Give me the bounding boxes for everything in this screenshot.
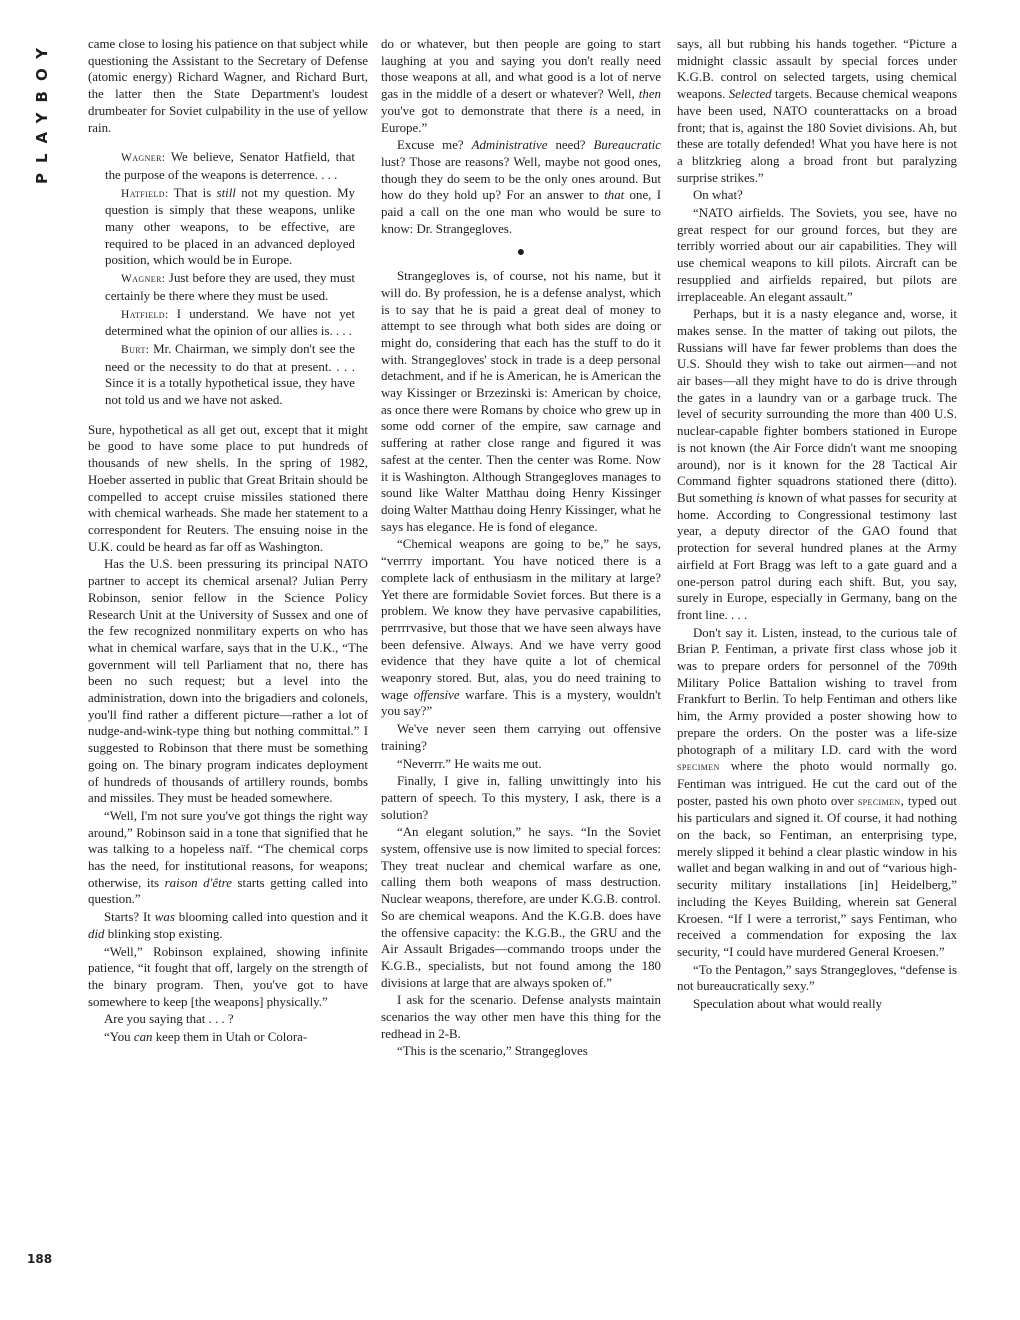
paragraph: Excuse me? Administrative need? Bureaucratic lust? Those are reasons? Well, maybe not good ones, though they do seem to be the only ones around. But how do they hold up? For an answer to that one, I paid a call on the one man who would be sure to know: Dr. Strangegloves. — [381, 138, 661, 236]
paragraph: Starts? It was blooming called into question and it did blinking stop existing. — [88, 910, 368, 941]
testimony-text: I understand. We have not yet determined what the opinion of our allies is. . . . — [105, 306, 355, 339]
emphasis: raison d'être — [164, 875, 232, 890]
testimony-text: We believe, Senator Hatfield, that the purpose of the weapons is deterrence. . . . — [105, 150, 355, 182]
paragraph: On what? — [693, 188, 743, 203]
emphasis: then — [638, 87, 661, 102]
testimony-text: not my question. My question is simply that these weapons, unlike many other weapons, to be effective, are required to be placed in an advanced deployed position, which would be in Europe. — [105, 185, 355, 268]
testimony-line — [105, 149, 355, 183]
paragraph: Has the U.S. been pressuring its principal NATO partner to accept its chemical arsenal? Julian Perry Robinson, senior fellow in the Science Policy Research Unit at the University of Sussex and one of the few recognized nonmilitary experts on who has what in chemical warfare, says that in the U.K., “The government will tell Parliament that no, there has been no such request; but a level into the administration, down into the brigadiers and colonels, you'll find rather a different picture—rather a lot of nudge-and-wink-type thing but nothing committal.” I suggested to Robinson that there must be something going on. The binary program indicates deployment of hundreds of thousands of artillery rounds, bombs and missiles. They must be headed somewhere. — [88, 557, 368, 806]
emphasis: can — [133, 1030, 153, 1045]
article-column-1 — [88, 36, 368, 1284]
paragraph: “Neverrr.” He waits me out. — [397, 756, 542, 771]
emphasis: is — [756, 490, 765, 505]
emphasis: did — [88, 926, 105, 941]
article-column-2 — [381, 36, 661, 1284]
paragraph: Sure, hypothetical as all get out, except that it might be good to have some place to put hundreds of thousands of new shells. In the spring of 1982, Hoeber asserted in public that Great Britain should be compelled to accept cruise missiles stationed there with chemical warheads. She made her statement to a correspondent for Reuters. The ensuing noise in the U.K. could be heard as far off as Washington. — [88, 422, 368, 554]
emphasis: Selected — [728, 87, 772, 102]
article-column-3 — [677, 36, 957, 1284]
testimony-line — [105, 270, 355, 304]
speaker-name: Burt: — [121, 343, 150, 356]
testimony-text: Just before they are used, they must certainly be there where they must be used. — [105, 271, 355, 303]
paragraph: “You can keep them in Utah or Colora- — [104, 1030, 308, 1045]
paragraph: “NATO airfields. The Soviets, you see, have no great respect for our ground forces, but they are terribly worried about our air capabilities. They will use chemical weapons to kill pilots. Aircraft can be resupplied and airfields repaired, but pilots are irreplaceable. An elegant assault.” — [677, 206, 957, 304]
paragraph: came close to losing his patience on that subject while questioning the Assistant to the Secretary of Defense (atomic energy) Richard Wagner, and Richard Burt, the latter then the State Department's loudest drumbeater for Soviet culpability in the use of yellow rain. — [88, 37, 368, 135]
speaker-name: Hatfield: — [121, 308, 169, 321]
page-number: 188 — [27, 1252, 53, 1266]
paragraph: “To the Pentagon,” says Strangegloves, “defense is not bureaucratically sexy.” — [677, 962, 957, 994]
speaker-name: Wagner: — [121, 152, 166, 165]
emphasis: Administrative — [471, 138, 548, 153]
emphasis: that — [604, 188, 625, 203]
emphasis: still — [216, 185, 236, 200]
small-caps-word: specimen — [677, 761, 720, 774]
paragraph: “Chemical weapons are going to be,” he says, “verrrry important. You have noticed there is a complete lack of enthusiasm in the military at large? Yet there are formidable Soviet forces. But there is a problem. We know they have pervasive capabilities, perrrrvasive, but those that we have seen always have been defensive. Always. And we have verry good evidence that they have quite a lot of chemical weaponry stored. But, alas, you do need training to wage offensive warfare. This is a mystery, wouldn't you say?” — [381, 537, 661, 719]
small-caps-word: specimen — [857, 795, 901, 808]
magazine-title: PLAYBOY — [33, 37, 51, 185]
paragraph: Speculation about what would really — [693, 997, 883, 1012]
paragraph: We've never seen them carrying out offensive training? — [381, 722, 661, 753]
paragraph: says, all but rubbing his hands together. “Picture a midnight classic assault by special forces under K.G.B. control on selected targets, using chemical weapons. Selected targets. Because chemical weapons have been used, NATO counterattacks on a broad front; that is, against the 180 Soviet divisions. Ah, but these are totally defended! What you have here is not a blitzkrieg along a broad front but paralyzing surprise strikes.” — [677, 37, 957, 185]
testimony-line — [105, 185, 355, 270]
paragraph: Are you saying that . . . ? — [104, 1012, 234, 1027]
paragraph: I ask for the scenario. Defense analysts maintain scenarios the way other men have this thing for the redhead in 2-B. — [381, 993, 661, 1041]
emphasis: was — [154, 910, 175, 925]
paragraph: do or whatever, but then people are going to start laughing at you and saying you don't really need those weapons at all, and what good is a lot of nerve gas in the middle of a desert or whatever? Well, then you've got to demonstrate that there is a need, in Europe.” — [381, 37, 661, 135]
paragraph: “An elegant solution,” he says. “In the Soviet system, offensive use is now limited to special forces: They treat nuclear and chemical warfare as one, calling them both weapons of mass destruction. Nuclear weapons, therefore, are under K.G.B. control. So are chemical weapons. And the K.G.B. does have the offensive capacity: the K.G.B., the GRU and the Air Assault Brigades—commando troops under the K.G.B., specialists, but not found among the 180 divisions at large that are always spoken of.” — [381, 825, 661, 990]
paragraph: “This is the scenario,” Strangegloves — [397, 1044, 588, 1059]
emphasis: offensive — [413, 687, 460, 702]
paragraph: Strangegloves is, of course, not his name, but it will do. By profession, he is a defense analyst, which is to say that he is paid a great deal of money to attempt to see through what both sides are doing or might do, considering that each has the stuff to do it with. Strangegloves' stock in trade is a deep personal detachment, and if he is American, he is American the way Kissinger or Brzezinski is: American by choice, as once there were Romans by choice who grew up in some odd corner of the empire, saw carnage and suffering at rather close range and figured it was safest at the center. Then the center was Rome. Now it is Washington. Although Strangegloves manages to sound like Walter Matthau doing Henry Kissinger doing Walter Matthau doing Henry Kissinger, what he says has elegance. He is fond of elegance. — [381, 269, 661, 534]
testimony-line — [105, 306, 355, 340]
section-separator-bullet: ● — [516, 245, 526, 261]
paragraph: “Well, I'm not sure you've got things the right way around,” Robinson said in a tone that signified that he was talking to a hopeless naïf. “The chemical corps has the need, for institutional reasons, for weapons; otherwise, its raison d'être starts getting called into question.” — [88, 808, 368, 907]
testimony-text: That is — [173, 185, 217, 200]
paragraph: Finally, I give in, falling unwittingly into his pattern of speech. To this mystery, I ask, there is a solution? — [381, 774, 661, 822]
emphasis: is — [589, 103, 598, 118]
speaker-name: Wagner: — [121, 273, 166, 286]
speaker-name: Hatfield: — [121, 187, 169, 200]
testimony-excerpt — [105, 149, 355, 409]
emphasis: Bureaucratic — [593, 138, 661, 153]
paragraph: Don't say it. Listen, instead, to the curious tale of Brian P. Fentiman, a private first class whose job it was to prepare orders for personnel of the 709th Military Police Battalion wishing to travel from Frankfurt to Berlin. To help Fentiman and others like him, the Army provided a poster showing how to prepare the orders. On the poster was a life-size photograph of a military I.D. card with the word specimen where the photo would normally go. Fentiman was intrigued. He cut the card out of the poster, pasted his own photo over specimen, typed out his particulars and signed it. Of course, it had nothing on the back, so Fentiman, an enterprising type, merely slipped it behind a clear plastic window in his wallet and began walking in and out of “various high-security military installations [in] Heidelberg,” including the Keyes Building, wherein sat General Kroesen. “If I were a terrorist,” says Fentiman, who received a commendation for exposing the lax security, “I could have murdered General Kroesen.” — [677, 625, 957, 959]
paragraph: Perhaps, but it is a nasty elegance and, worse, it makes sense. In the matter of taking out pilots, the Russians will have far fewer problems than does the U.S. Should they wish to take out airmen—and not air bases—all they might have to do is drive through the gates in a laundry van or a garbage truck. The level of security surrounding the more than 400 U.S. nuclear-capable fighter bombers stationed in Europe is not known (the Air Force didn't want me snooping around), nor is it known for the 28 Tactical Air Command fighter squadrons stationed there (ditto). But something is known of what passes for security at home. According to Congressional testimony last year, a deputy director of the GAO found that protection for several hundred planes at the Army airfield at Fort Bragg was left to a gate guard and a one-person patrol during each shift. But, you say, surely in Europe, especially in Germany, bang on the front line. . . . — [677, 307, 957, 622]
paragraph: “Well,” Robinson explained, showing infinite patience, “it fought that off, largely on the strength of the binary program. Then, you've got to have somewhere to keep [the weapons] physically.” — [88, 944, 368, 1009]
testimony-line — [105, 341, 355, 409]
testimony-text: Mr. Chairman, we simply don't see the need or the necessity to do that at present. . . . Since it is a totally hypothetical issue, they have not told us and we have not asked. — [105, 341, 355, 408]
